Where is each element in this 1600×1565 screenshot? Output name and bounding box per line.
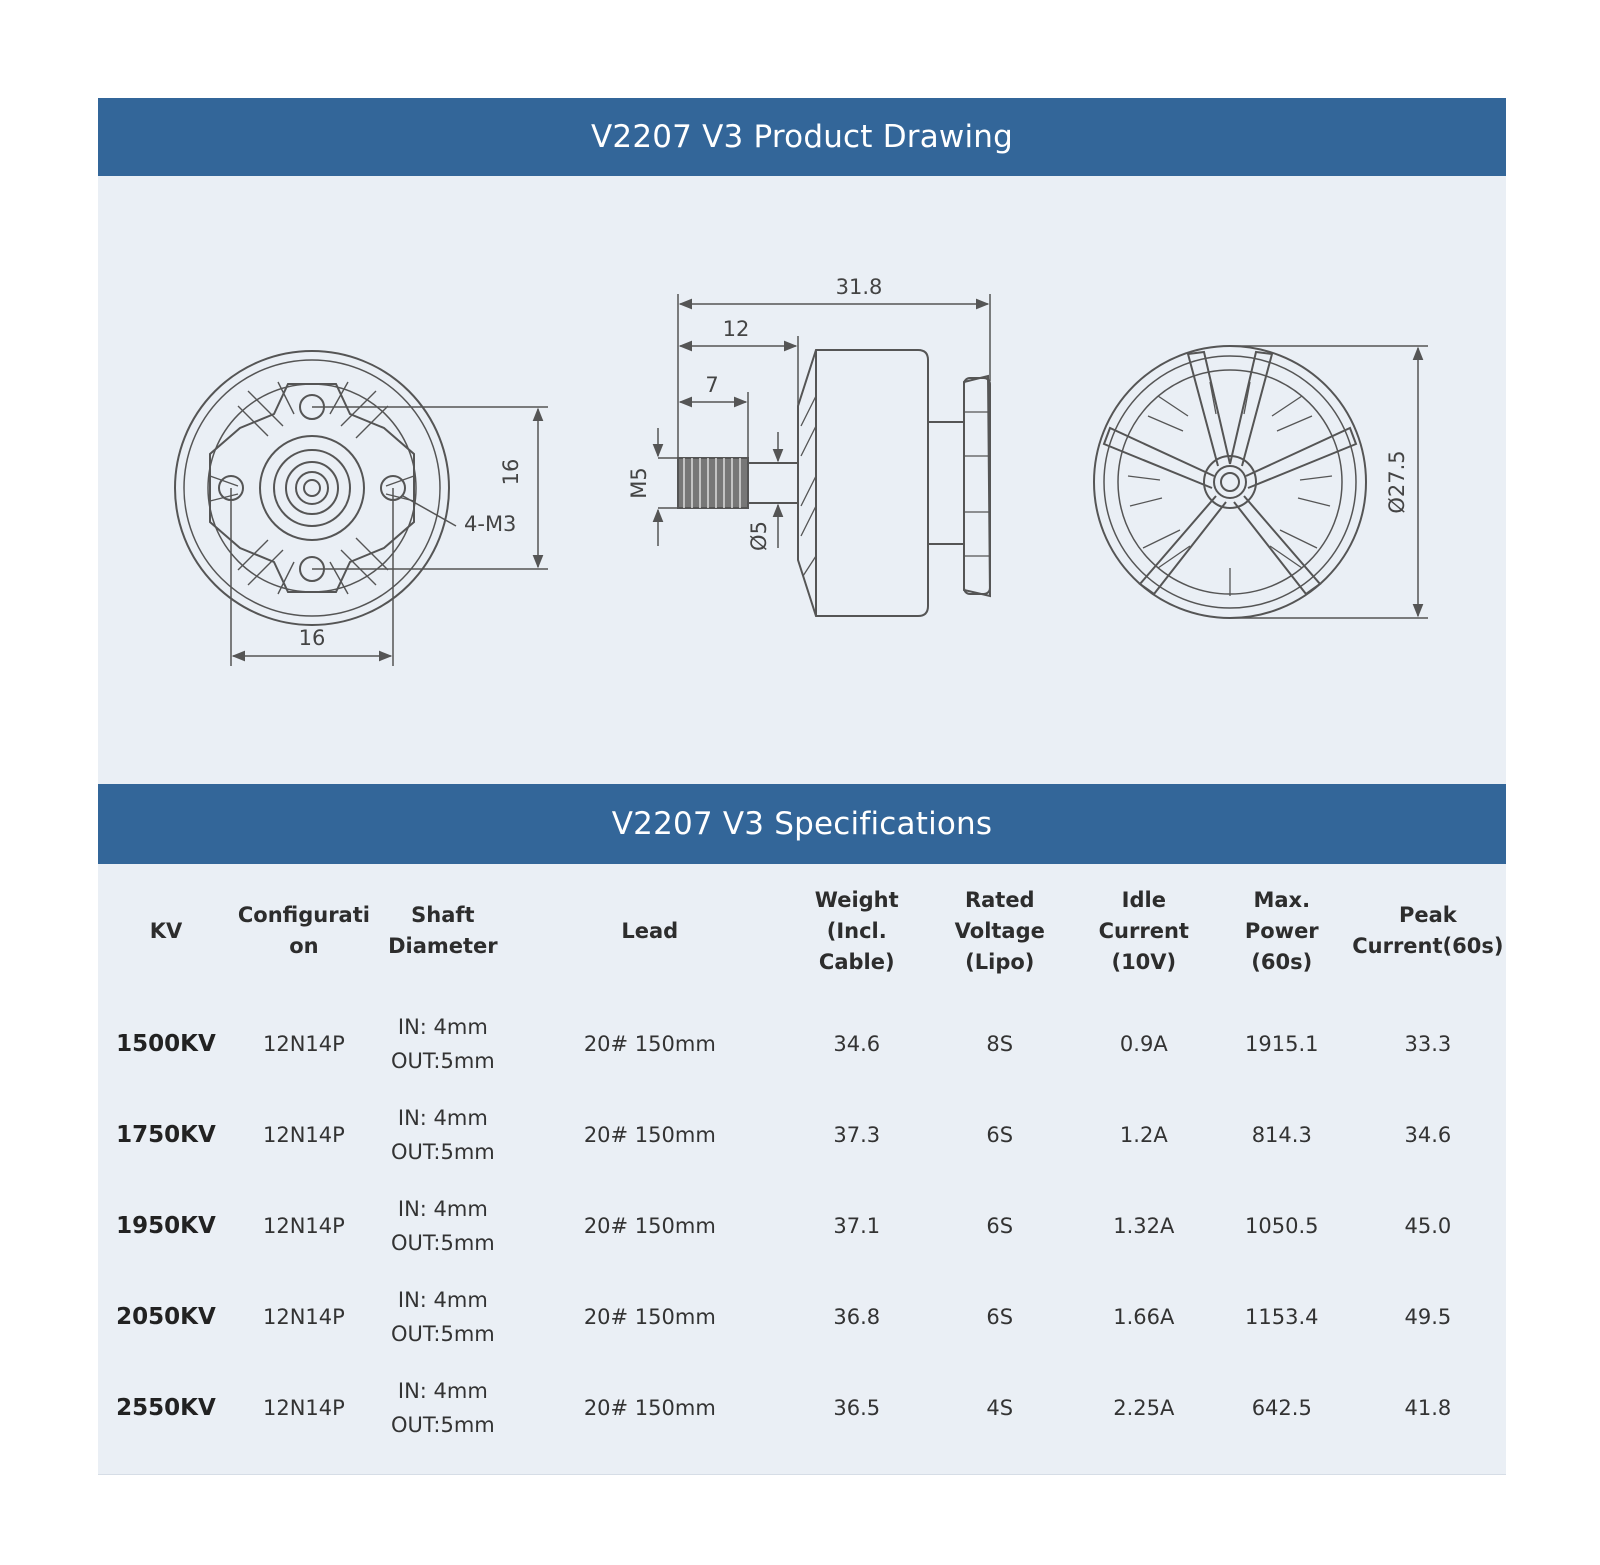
cell-lead: 20# 150mm xyxy=(583,1122,716,1147)
cell-idle: 1.2A xyxy=(1119,1122,1168,1147)
cell-lead: 20# 150mm xyxy=(583,1213,716,1238)
header-idle-current: Idle Current (10V) xyxy=(1098,887,1189,974)
cell-kv: 1950KV xyxy=(116,1212,216,1239)
cell-power: 814.3 xyxy=(1251,1122,1312,1147)
motor-drawing xyxy=(98,176,1506,784)
cell-kv: 2550KV xyxy=(116,1394,216,1421)
dim-overall-length: 31.8 xyxy=(835,275,883,299)
cell-config: 12N14P xyxy=(263,1213,345,1238)
header-peak-current: Peak Current(60s) xyxy=(1352,903,1504,958)
cell-shaft: IN: 4mm OUT:5mm xyxy=(390,1196,495,1255)
cell-shaft: IN: 4mm OUT:5mm xyxy=(390,1105,495,1164)
header-lead: Lead xyxy=(621,918,679,943)
side-view xyxy=(678,350,990,616)
cell-shaft: IN: 4mm OUT:5mm xyxy=(390,1014,495,1073)
cell-peak: 45.0 xyxy=(1404,1213,1452,1238)
cell-shaft: IN: 4mm OUT:5mm xyxy=(390,1378,495,1437)
cell-power: 1153.4 xyxy=(1245,1304,1319,1329)
cell-peak: 41.8 xyxy=(1404,1395,1452,1420)
cell-voltage: 6S xyxy=(986,1213,1014,1238)
specs-table xyxy=(98,864,1506,1453)
cell-power: 1915.1 xyxy=(1245,1031,1319,1056)
cell-config: 12N14P xyxy=(263,1122,345,1147)
dim-thread-size: M5 xyxy=(627,467,651,499)
table-row xyxy=(98,1180,1506,1271)
table-header-row xyxy=(98,864,1506,998)
table-row xyxy=(98,1362,1506,1453)
cell-kv: 2050KV xyxy=(116,1303,216,1330)
cell-lead: 20# 150mm xyxy=(583,1304,716,1329)
cell-lead: 20# 150mm xyxy=(583,1031,716,1056)
cell-voltage: 6S xyxy=(986,1122,1014,1147)
drawing-title: V2207 V3 Product Drawing xyxy=(98,98,1506,176)
cell-power: 1050.5 xyxy=(1245,1213,1319,1238)
cell-weight: 36.8 xyxy=(833,1304,881,1329)
header-rated-voltage: Rated Voltage (Lipo) xyxy=(954,887,1045,974)
cell-idle: 1.32A xyxy=(1113,1213,1175,1238)
dim-shaft-length: 12 xyxy=(722,317,750,341)
specs-panel xyxy=(98,864,1506,1475)
dim-front-height: 16 xyxy=(499,458,523,486)
dim-shaft-diameter: Ø5 xyxy=(747,521,771,551)
cell-voltage: 8S xyxy=(986,1031,1014,1056)
dim-thread-length: 7 xyxy=(705,373,719,397)
drawing-panel xyxy=(98,176,1506,784)
cell-voltage: 4S xyxy=(986,1395,1014,1420)
header-configuration: Configurati on xyxy=(237,903,370,958)
cell-peak: 49.5 xyxy=(1404,1304,1452,1329)
cell-idle: 2.25A xyxy=(1113,1395,1175,1420)
dim-bell-diameter: Ø27.5 xyxy=(1385,450,1409,514)
cell-kv: 1500KV xyxy=(116,1030,216,1057)
header-max-power: Max. Power (60s) xyxy=(1244,887,1319,974)
top-view xyxy=(1094,346,1366,618)
dim-screw-holes: 4-M3 xyxy=(464,512,517,536)
cell-config: 12N14P xyxy=(263,1031,345,1056)
table-row xyxy=(98,998,1506,1089)
cell-weight: 36.5 xyxy=(833,1395,881,1420)
cell-idle: 0.9A xyxy=(1119,1031,1168,1056)
cell-power: 642.5 xyxy=(1251,1395,1312,1420)
cell-weight: 37.1 xyxy=(833,1213,881,1238)
dim-front-width: 16 xyxy=(298,626,326,650)
specs-title: V2207 V3 Specifications xyxy=(98,784,1506,864)
cell-config: 12N14P xyxy=(263,1395,345,1420)
cell-weight: 34.6 xyxy=(833,1031,881,1056)
front-dimensions xyxy=(231,407,548,666)
cell-voltage: 6S xyxy=(986,1304,1014,1329)
cell-shaft: IN: 4mm OUT:5mm xyxy=(390,1287,495,1346)
header-weight: Weight (Incl. Cable) xyxy=(814,887,899,974)
table-row xyxy=(98,1089,1506,1180)
header-kv: KV xyxy=(149,918,183,943)
header-shaft-diameter: Shaft Diameter xyxy=(388,903,498,958)
cell-kv: 1750KV xyxy=(116,1121,216,1148)
cell-idle: 1.66A xyxy=(1113,1304,1175,1329)
cell-config: 12N14P xyxy=(263,1304,345,1329)
cell-weight: 37.3 xyxy=(833,1122,881,1147)
cell-lead: 20# 150mm xyxy=(583,1395,716,1420)
front-view xyxy=(175,351,449,625)
cell-peak: 33.3 xyxy=(1404,1031,1452,1056)
cell-peak: 34.6 xyxy=(1404,1122,1452,1147)
table-row xyxy=(98,1271,1506,1362)
